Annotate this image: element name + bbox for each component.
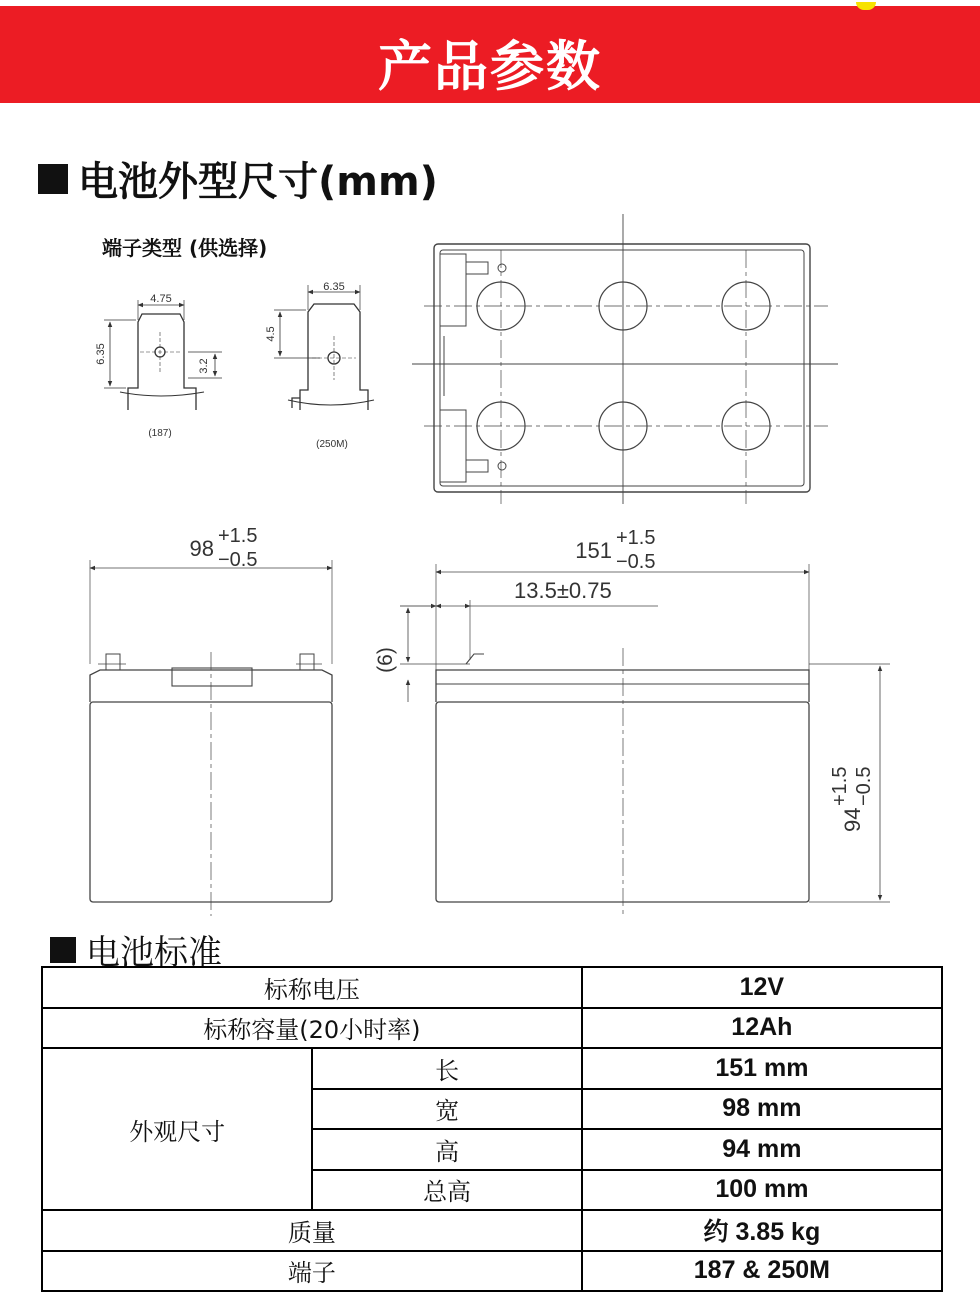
spec-label: 端子 [42,1251,582,1292]
spec-label: 标称电压 [42,967,582,1008]
spec-table [41,966,943,1292]
front-height-dimension [829,767,875,832]
table-row [42,1210,942,1251]
table-row [42,1048,942,1089]
terminal-types-title: 端子类型 (供选择) [102,236,268,260]
table-row [42,1008,942,1049]
t250-type-label: (250M) [316,439,348,450]
square-bullet-icon [50,937,76,963]
spec-value: 187 & 250M [582,1251,942,1292]
spec-label: 质量 [42,1210,582,1251]
side-width-tol-minus: −0.5 [218,549,258,571]
spec-label: 标称容量(20小时率) [42,1008,582,1049]
section-title-text: 电池外型尺寸(mm) [78,159,438,205]
terminal-187-drawing [104,300,222,410]
terminal-offset-label: 13.5±0.75 [514,578,612,603]
battery-front-view [400,564,890,916]
spec-value: 98 mm [582,1089,942,1130]
t187-hole-label: 3.2 [198,358,210,374]
spec-value: 100 mm [582,1170,942,1211]
front-length-tol-minus: −0.5 [616,551,656,573]
spec-sublabel: 长 [312,1048,581,1089]
terminal-250m-drawing [274,285,374,410]
t187-width-label: 4.75 [150,293,172,305]
spec-group-label: 外观尺寸 [42,1048,312,1210]
spec-sublabel: 宽 [312,1089,581,1130]
front-height-tol-plus: +1.5 [829,766,851,806]
battery-side-view [90,560,332,916]
t250-height-label: 4.5 [265,326,277,342]
spec-value: 约 3.85 kg [582,1210,942,1251]
front-height-base: 94 [840,807,865,832]
battery-top-view [412,214,838,504]
table-row [42,967,942,1008]
spec-value: 151 mm [582,1048,942,1089]
terminal-height-label: (6) [374,647,397,673]
side-width-tol-plus: +1.5 [218,525,258,547]
side-width-base: 98 [189,536,214,561]
front-length-tol-plus: +1.5 [616,527,656,549]
spec-sublabel: 总高 [312,1170,581,1211]
spec-value: 94 mm [582,1129,942,1170]
front-height-tol-minus: −0.5 [853,766,875,806]
t250-width-label: 6.35 [323,281,345,293]
section-title-text: 电池标准 [86,933,222,973]
spec-sublabel: 高 [312,1129,581,1170]
page-title: 产品参数 [378,35,602,98]
t187-type-label: (187) [148,428,172,439]
front-length-base: 151 [575,538,612,563]
t187-height-label: 6.35 [95,343,107,365]
spec-value: 12V [582,967,942,1008]
spec-value: 12Ah [582,1008,942,1049]
table-row [42,1251,942,1292]
